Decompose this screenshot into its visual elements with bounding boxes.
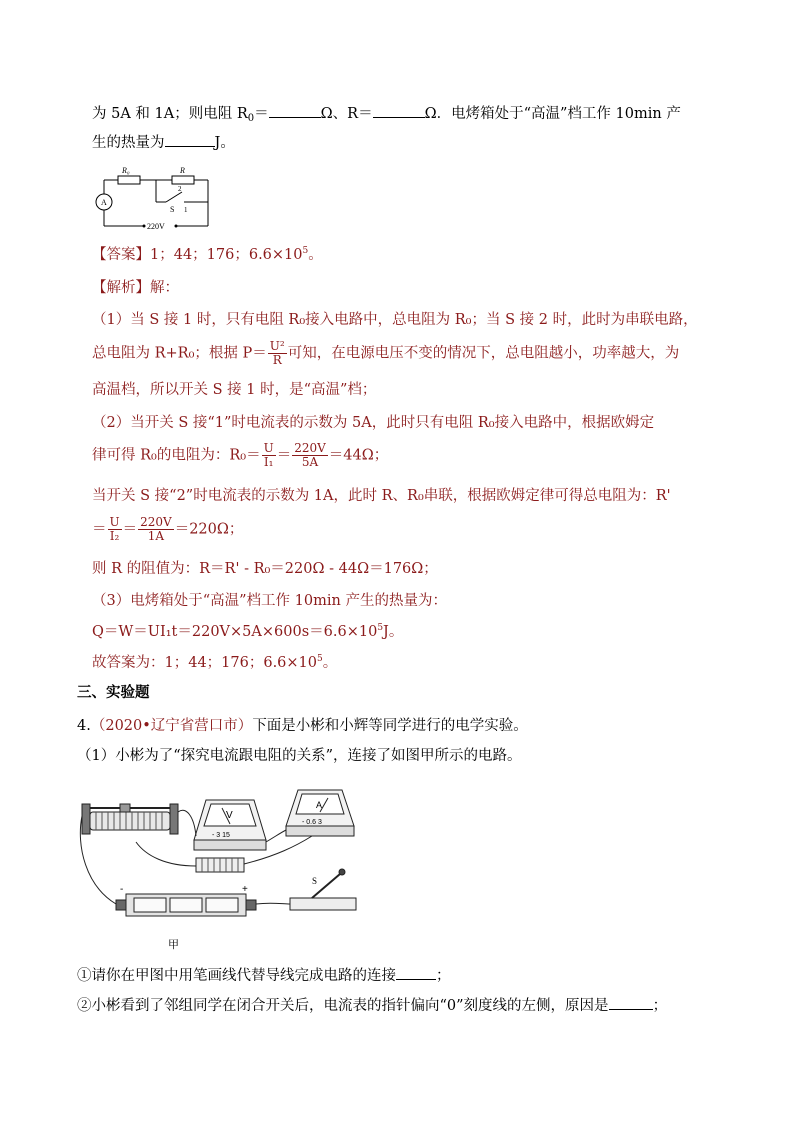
power-fraction [268,340,287,367]
p3-l2-b: J。 [383,624,404,640]
p2-l2-a: 律可得 R₀的电阻为：R₀＝ [92,447,261,464]
p2-line-4 [92,516,243,543]
q4-sub1: （1）小彬为了“探究电流跟电阻的关系”，连接了如图甲所示的电路。 [77,748,522,764]
analysis-tag: 【解析】 [92,280,150,296]
answer-blank-item2[interactable] [609,995,653,1010]
ammeter-label: A [101,198,107,207]
line1-text-d: Ω、R＝ [320,106,373,122]
p3-l3-b: 。 [322,655,338,671]
frac-den: 1A [147,529,165,543]
voltage-label: 220V [147,222,165,231]
contact-2-label: 2 [178,185,182,193]
answer-end: 。 [308,247,323,263]
fraction-220-5 [292,442,328,469]
p3-line-1: （3）电烤箱处于“高温”档工作 10min 产生的热量为： [92,593,447,609]
line1-text-e: Ω．电烤箱处于“高温”档工作 10min 产 [424,106,681,122]
switch-label: S [170,205,175,214]
r0-label: R₀ [122,166,130,175]
answer-tag: 【答案】 [92,247,150,263]
q4-item-2 [77,995,667,1016]
equals: ＝ [122,521,138,538]
p3-line-3 [92,653,337,673]
line2-text-a: 生的热量为 [92,135,165,151]
p1-l2-b: 可知，在电源电压不变的情况下，总电阻越小，功率越大，为 [287,345,680,362]
frac-den: R [272,353,282,367]
p2-line-3: 当开关 S 接“2”时电流表的示数为 1A，此时 R、R₀串联，根据欧姆定律可得总电阻为：R' [92,488,671,504]
answer-sup: 5 [302,246,309,256]
item2-end: ； [652,998,668,1014]
p3-line-2 [92,622,403,642]
analysis-line [92,278,179,298]
subscript-0: 0 [247,113,255,124]
ammeter-terminals: - 0.6 3 [302,819,322,826]
item2-text: ②小彬看到了邻组同学在闭合开关后，电流表的指针偏向“0”刻度线的左侧，原因是 [77,998,609,1014]
p3-l3-sup: 5 [317,654,323,664]
voltmeter-terminals: - 3 15 [212,832,230,839]
answer-blank-heat[interactable] [165,132,215,147]
figure-caption: 甲 [168,938,179,951]
voltmeter-label: V [226,810,233,821]
circuit-diagram [92,164,216,236]
frac-num: U [109,515,120,529]
frac-num: 220V [294,441,326,455]
p2-l2-b: ＝44Ω； [328,447,389,464]
question-line-1 [92,103,681,124]
answer-blank-item1[interactable] [396,965,436,980]
fraction-u-i1 [262,442,276,469]
p1-l2-a: 总电阻为 R+R₀；根据 P＝ [92,345,267,362]
battery-minus: - [120,884,124,895]
fraction-u-i2 [108,516,122,543]
analysis-text: 解： [150,280,179,296]
line1-text-c: ＝ [254,106,269,122]
p1-line-1: （1）当 S 接 1 时，只有电阻 R₀接入电路中，总电阻为 R₀；当 S 接 2 时，此时为串联电路， [92,312,698,328]
r-label: R [180,166,185,175]
p3-l2-sup: 5 [377,623,384,633]
item1-end: ； [436,968,451,984]
q4-item-1 [77,965,451,986]
p2-line-1: （2）当开关 S 接“1”时电流表的示数为 5A，此时只有电阻 R₀接入电路中，根据欧姆定 [92,415,655,431]
section-title: 三、实验题 [77,684,150,701]
answer-blank-r0[interactable] [269,103,321,118]
p2-l4-b: ＝220Ω； [174,521,244,538]
answer-blank-r[interactable] [373,103,425,118]
q4-line [77,716,528,736]
frac-den: 5A [301,455,319,469]
p3-l2-a: Q＝W＝UI₁t＝220V×5A×600s＝6.6×10 [92,624,378,640]
p3-l3-a: 故答案为：1；44；176；6.6×10 [92,655,318,671]
battery-plus: + [242,884,248,895]
p1-line-2 [92,340,679,367]
p2-l4-a: ＝ [92,521,107,538]
line1-text-a: 为 5A 和 1A；则电阻 R [92,106,248,122]
equals: ＝ [276,447,292,464]
p1-line-3: 高温档，所以开关 S 接 1 时，是“高温”档； [92,382,377,398]
answer-text: 1；44；176；6.6×10 [150,247,303,263]
frac-den: I₁ [263,455,274,469]
ammeter-label: A [316,800,323,810]
q4-text: 下面是小彬和小辉等同学进行的电学实验。 [252,718,528,734]
frac-num: U² [269,339,285,353]
switch-label: S [312,876,318,886]
q4-number: 4. [77,718,91,734]
q4-source: （2020•辽宁省营口市） [90,718,253,734]
p2-line-5: 则 R 的阻值为：R＝R' - R₀＝220Ω - 44Ω＝176Ω； [92,561,438,577]
fraction-220-1 [138,516,174,543]
line2-text-b: J。 [214,135,235,151]
experiment-apparatus-figure [76,786,366,934]
frac-num: 220V [140,515,172,529]
answer-line [92,245,323,265]
contact-1-label: 1 [184,206,188,214]
p2-line-2 [92,442,388,469]
frac-den: I₂ [109,529,120,543]
frac-num: U [263,441,274,455]
item1-text: ①请你在甲图中用笔画线代替导线完成电路的连接 [77,968,396,984]
question-line-2 [92,132,235,153]
